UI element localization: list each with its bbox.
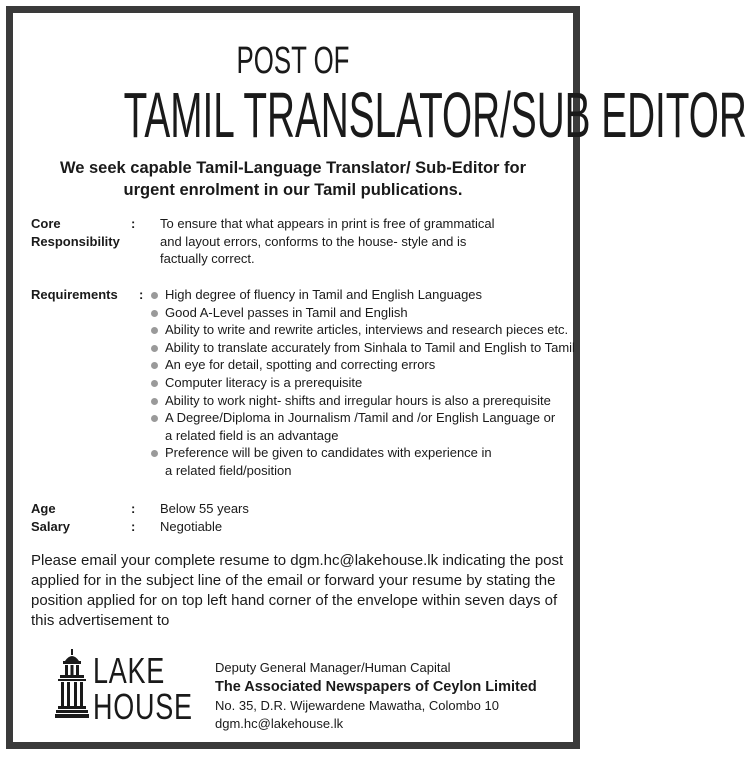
requirement-item: [149, 286, 575, 304]
requirement-text: Preference will be given to candidates with experience in: [165, 445, 492, 461]
application-instructions: [31, 551, 564, 631]
title-post-of: POST OF: [236, 40, 350, 82]
requirement-item: [149, 374, 575, 392]
lake-house-logo: [55, 649, 195, 729]
age-label: Age: [31, 501, 56, 516]
salary-label: Salary: [31, 519, 71, 534]
requirement-text: Ability to work night- shifts and irregular hours is also a prerequisite: [165, 392, 551, 408]
requirement-text: a related field/position: [165, 462, 292, 478]
intro-statement: [33, 157, 553, 201]
colon: :: [131, 519, 136, 534]
bullet-icon: [151, 327, 158, 334]
requirement-text: Computer literacy is a prerequisite: [165, 374, 363, 390]
requirement-item: [149, 392, 575, 410]
logo-word-lake: LAKE: [93, 650, 166, 691]
bullet-icon: [151, 310, 158, 317]
requirement-item: [149, 339, 575, 357]
instruction-line: this advertisement to: [31, 612, 170, 629]
intro-line: urgent enrolment in our Tamil publications.: [123, 181, 463, 199]
instruction-line: applied for in the subject line of the email or forward your resume by stating the: [31, 572, 556, 589]
value-line: and layout errors, conforms to the house- style and is: [160, 233, 467, 249]
salary-value: Negotiable: [160, 519, 223, 534]
bullet-icon: [151, 292, 158, 299]
colon: :: [139, 287, 144, 302]
value-line: To ensure that what appears in print is free of grammatical: [160, 216, 495, 231]
contact-address: No. 35, D.R. Wijewardene Mawatha, Colombo 10: [215, 698, 499, 713]
title-job-position: TAMIL TRANSLATOR/SUB EDITOR: [123, 79, 747, 151]
bullet-icon: [151, 345, 158, 352]
requirement-text: Ability to translate accurately from Sinhala to Tamil and English to Tamil: [165, 339, 575, 355]
requirement-text: High degree of fluency in Tamil and English Languages: [165, 287, 483, 302]
contact-address-block: [215, 659, 537, 733]
bullet-icon: [151, 415, 158, 422]
requirement-text: A Degree/Diploma in Journalism /Tamil and /or English Language or: [165, 410, 556, 426]
label-line: Core: [31, 216, 61, 231]
core-responsibility-row: [31, 215, 563, 269]
core-responsibility-value: [160, 215, 495, 268]
contact-position: Deputy General Manager/Human Capital: [215, 660, 451, 675]
bullet-icon: [151, 398, 158, 405]
requirements-label: Requirements: [31, 287, 118, 302]
requirement-item: [149, 444, 575, 479]
requirements-list: [149, 286, 575, 480]
requirement-text: Ability to write and rewrite articles, interviews and research pieces etc.: [165, 322, 569, 338]
value-line: factually correct.: [160, 251, 255, 267]
requirement-text: Good A-Level passes in Tamil and English: [165, 304, 408, 320]
logo-word-house: HOUSE: [93, 686, 193, 727]
requirement-text: An eye for detail, spotting and correcting errors: [165, 357, 436, 373]
requirement-item: [149, 304, 575, 322]
bullet-icon: [151, 450, 158, 457]
bullet-icon: [151, 380, 158, 387]
contact-email[interactable]: dgm.hc@lakehouse.lk: [215, 716, 344, 731]
requirement-text: a related field is an advantage: [165, 427, 339, 443]
intro-line: We seek capable Tamil-Language Translator/ Sub-Editor for: [59, 159, 527, 177]
contact-company: The Associated Newspapers of Ceylon Limited: [215, 679, 537, 695]
requirement-item: [149, 356, 575, 374]
label-line: Responsibility: [31, 233, 120, 249]
salary-row: [31, 518, 563, 536]
core-responsibility-label: [31, 215, 120, 250]
age-value: Below 55 years: [160, 501, 249, 516]
bullet-icon: [151, 362, 158, 369]
requirement-item: [149, 321, 575, 339]
age-row: [31, 500, 563, 518]
colon: :: [131, 216, 136, 231]
colon: :: [131, 501, 136, 516]
instruction-line: Please email your complete resume to dgm.hc@lakehouse.lk indicating the post: [31, 552, 564, 569]
lake-house-building-icon: [55, 649, 89, 723]
requirement-item: [149, 409, 575, 444]
instruction-line: position applied for on top left hand corner of the envelope within seven days of: [31, 592, 558, 609]
advertisement-frame: [6, 6, 747, 749]
